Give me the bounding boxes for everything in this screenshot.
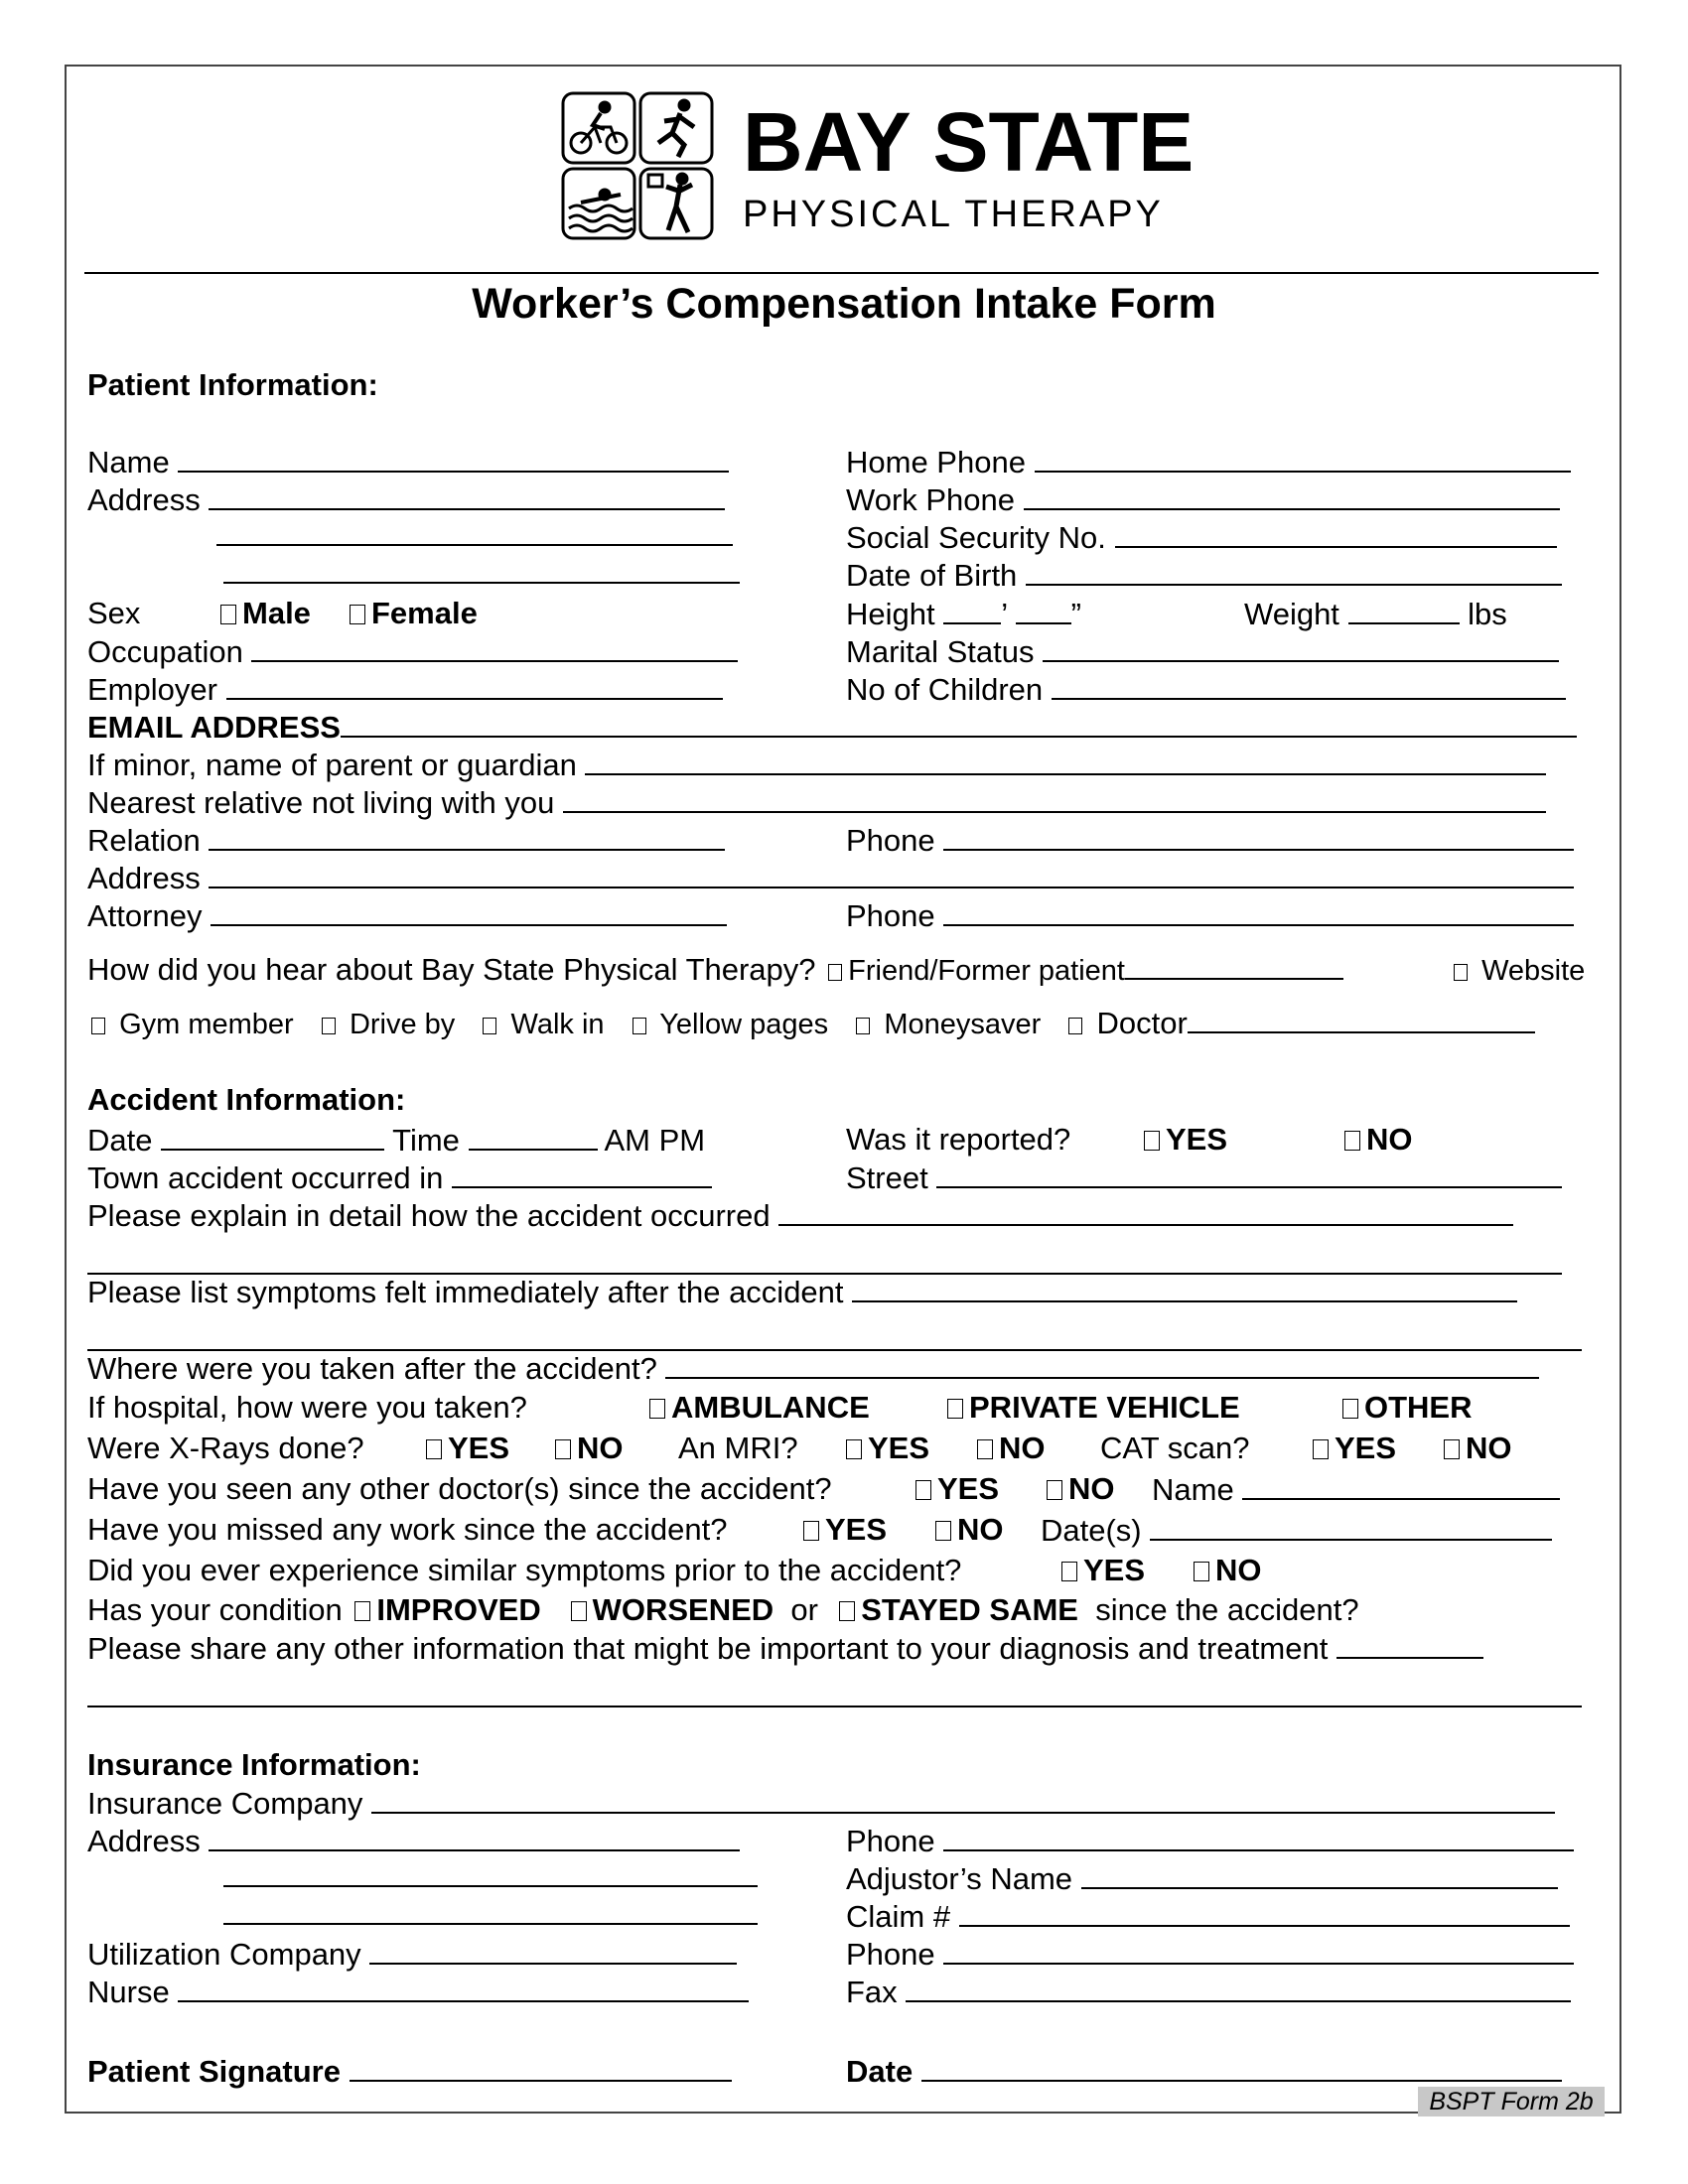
worsened-checkbox[interactable] bbox=[567, 1592, 774, 1627]
stayed-same-label: STAYED SAME bbox=[861, 1592, 1078, 1627]
other-doctor-yes-checkbox[interactable] bbox=[912, 1471, 999, 1507]
walk-label: Walk in bbox=[510, 1009, 605, 1040]
guardian-label: If minor, name of parent or guardian bbox=[87, 748, 577, 782]
street-label: Street bbox=[846, 1160, 928, 1195]
relative-address-label: Address bbox=[87, 861, 201, 895]
other-label: OTHER bbox=[1364, 1390, 1473, 1425]
referral-drive-option[interactable] bbox=[318, 1009, 455, 1040]
address-line-2[interactable] bbox=[216, 544, 733, 546]
website-checkbox-icon bbox=[1454, 964, 1468, 981]
weight-label: Weight bbox=[1244, 597, 1339, 631]
insurance-phone-label: Phone bbox=[846, 1824, 935, 1858]
reported-yes-label: YES bbox=[1166, 1122, 1228, 1157]
claim-field[interactable] bbox=[846, 1898, 1570, 1935]
symptoms-label: Please list symptoms felt immediately after the accident bbox=[87, 1275, 844, 1309]
referral-question-label: How did you hear about Bay State Physical Therapy? bbox=[87, 952, 816, 987]
gym-checkbox-icon bbox=[91, 1018, 105, 1034]
attorney-label: Attorney bbox=[87, 898, 203, 933]
referral-gym-option[interactable] bbox=[87, 1009, 294, 1040]
accident-time-label: Time bbox=[392, 1123, 460, 1158]
adjustor-field[interactable] bbox=[846, 1860, 1558, 1897]
condition-row bbox=[87, 1592, 1359, 1628]
referral-moneysaver-option[interactable] bbox=[852, 1009, 1041, 1040]
marital-status-field[interactable] bbox=[846, 633, 1559, 670]
missed-work-no-icon bbox=[935, 1521, 951, 1541]
form-code-tag: BSPT Form 2b bbox=[1418, 2087, 1605, 2116]
address-line-3[interactable] bbox=[223, 582, 740, 584]
height-field[interactable] bbox=[846, 596, 1081, 632]
missed-work-no-label: NO bbox=[957, 1512, 1004, 1547]
reported-question: Was it reported? bbox=[846, 1122, 1071, 1157]
employer-label: Employer bbox=[87, 672, 217, 707]
since-label: since the accident? bbox=[1095, 1592, 1359, 1627]
xrays-no-checkbox[interactable] bbox=[551, 1431, 624, 1466]
additional-info-field[interactable] bbox=[87, 1630, 1483, 1667]
relative-phone-label: Phone bbox=[846, 823, 935, 858]
private-vehicle-label: PRIVATE VEHICLE bbox=[969, 1390, 1240, 1425]
name-label: Name bbox=[87, 445, 170, 479]
children-field[interactable] bbox=[846, 671, 1566, 708]
explain-field[interactable] bbox=[87, 1197, 1513, 1234]
reported-no-checkbox[interactable] bbox=[1340, 1122, 1413, 1158]
website-label: Website bbox=[1481, 955, 1586, 987]
insurance-address-line-3[interactable] bbox=[223, 1923, 758, 1925]
work-phone-field[interactable] bbox=[846, 481, 1560, 518]
home-phone-label: Home Phone bbox=[846, 445, 1026, 479]
referral-friend-option[interactable] bbox=[824, 955, 1343, 987]
stayed-same-checkbox-icon bbox=[839, 1601, 855, 1621]
insurance-phone-field[interactable] bbox=[846, 1823, 1574, 1859]
referral-yellow-option[interactable] bbox=[629, 1009, 828, 1040]
walk-checkbox-icon bbox=[483, 1018, 496, 1034]
home-phone-field[interactable] bbox=[846, 444, 1571, 480]
similar-yes-label: YES bbox=[1083, 1553, 1146, 1587]
nurse-field[interactable] bbox=[87, 1974, 749, 2010]
weight-unit: lbs bbox=[1468, 597, 1507, 631]
signature-date-label: Date bbox=[846, 2054, 914, 2089]
yellow-label: Yellow pages bbox=[659, 1009, 829, 1040]
section-heading-insurance: Insurance Information: bbox=[87, 1747, 421, 1782]
ambulance-checkbox[interactable] bbox=[645, 1390, 870, 1426]
utilization-company-label: Utilization Company bbox=[87, 1937, 361, 1972]
other-doctor-yes-label: YES bbox=[937, 1471, 1000, 1506]
email-field[interactable] bbox=[87, 709, 1577, 746]
nurse-label: Nurse bbox=[87, 1975, 170, 2009]
mri-question: An MRI? bbox=[678, 1431, 798, 1465]
adjustor-label: Adjustor’s Name bbox=[846, 1861, 1073, 1896]
doctor-name-field[interactable] bbox=[1152, 1471, 1560, 1508]
other-doctor-no-label: NO bbox=[1068, 1471, 1115, 1506]
cat-no-icon bbox=[1444, 1439, 1460, 1459]
friend-checkbox-icon bbox=[828, 964, 842, 981]
logo-sport-icons bbox=[561, 91, 716, 240]
cat-no-checkbox[interactable] bbox=[1440, 1431, 1512, 1466]
sex-label: Sex bbox=[87, 596, 141, 630]
improved-checkbox[interactable] bbox=[351, 1592, 540, 1627]
section-heading-patient: Patient Information: bbox=[87, 367, 378, 402]
cat-yes-checkbox[interactable] bbox=[1309, 1431, 1396, 1466]
brand-name: BAY STATE bbox=[743, 95, 1195, 189]
moneysaver-label: Moneysaver bbox=[884, 1009, 1042, 1040]
attorney-phone-label: Phone bbox=[846, 898, 935, 933]
patient-signature-label: Patient Signature bbox=[87, 2054, 341, 2089]
am-pm-label: AM PM bbox=[604, 1123, 706, 1158]
similar-yes-checkbox[interactable] bbox=[1057, 1553, 1145, 1588]
taken-label: Where were you taken after the accident? bbox=[87, 1351, 657, 1386]
height-label: Height bbox=[846, 597, 935, 631]
utilization-phone-field[interactable] bbox=[846, 1936, 1574, 1973]
missed-work-yes-label: YES bbox=[825, 1512, 888, 1547]
work-phone-label: Work Phone bbox=[846, 482, 1016, 517]
address-label: Address bbox=[87, 482, 201, 517]
referral-website-option[interactable] bbox=[1450, 953, 1585, 989]
reported-no-icon bbox=[1344, 1131, 1360, 1151]
similar-no-icon bbox=[1194, 1562, 1209, 1581]
drive-label: Drive by bbox=[349, 1009, 456, 1040]
relation-label: Relation bbox=[87, 823, 201, 858]
town-field[interactable] bbox=[87, 1160, 712, 1196]
xrays-yes-label: YES bbox=[448, 1431, 510, 1465]
insurance-address-label: Address bbox=[87, 1824, 201, 1858]
explain-label: Please explain in detail how the accident occurred bbox=[87, 1198, 771, 1233]
referral-question bbox=[87, 951, 1343, 989]
missed-work-yes-icon bbox=[803, 1521, 819, 1541]
mri-yes-checkbox[interactable] bbox=[842, 1431, 929, 1466]
xrays-no-label: NO bbox=[577, 1431, 624, 1465]
signature-date-field[interactable] bbox=[846, 2053, 1562, 2090]
other-doctor-no-checkbox[interactable] bbox=[1043, 1471, 1115, 1507]
accident-date-time-field[interactable] bbox=[87, 1122, 705, 1159]
doctor-checkbox-icon bbox=[1068, 1018, 1082, 1034]
similar-yes-icon bbox=[1061, 1562, 1077, 1581]
children-label: No of Children bbox=[846, 672, 1044, 707]
reported-yes-checkbox[interactable] bbox=[1140, 1122, 1227, 1158]
occupation-field[interactable] bbox=[87, 633, 738, 670]
other-doctor-question: Have you seen any other doctor(s) since the accident? bbox=[87, 1471, 832, 1506]
friend-label: Friend/Former patient bbox=[848, 955, 1125, 987]
similar-no-label: NO bbox=[1215, 1553, 1262, 1587]
mri-yes-label: YES bbox=[868, 1431, 930, 1465]
ssn-field[interactable] bbox=[846, 519, 1557, 556]
ssn-label: Social Security No. bbox=[846, 520, 1106, 555]
mri-yes-icon bbox=[846, 1439, 862, 1459]
name-field[interactable] bbox=[87, 444, 729, 480]
address-field[interactable] bbox=[87, 481, 725, 518]
accident-date-label: Date bbox=[87, 1123, 153, 1158]
nearest-relative-label: Nearest relative not living with you bbox=[87, 785, 555, 820]
female-label: Female bbox=[371, 596, 478, 630]
missed-dates-label: Date(s) bbox=[1041, 1513, 1142, 1548]
additional-info-line-2[interactable] bbox=[87, 1706, 1582, 1707]
mri-no-checkbox[interactable] bbox=[973, 1431, 1046, 1466]
male-label: Male bbox=[242, 596, 311, 630]
similar-no-checkbox[interactable] bbox=[1190, 1553, 1262, 1588]
email-label: EMAIL ADDRESS bbox=[87, 710, 341, 745]
attorney-phone-field[interactable] bbox=[846, 897, 1574, 934]
attorney-field[interactable] bbox=[87, 897, 727, 934]
xrays-no-icon bbox=[555, 1439, 571, 1459]
insurance-address-line-2[interactable] bbox=[223, 1885, 758, 1887]
header-divider bbox=[84, 272, 1599, 274]
hospital-question: If hospital, how were you taken? bbox=[87, 1390, 527, 1425]
female-checkbox-icon bbox=[350, 605, 365, 624]
fax-field[interactable] bbox=[846, 1974, 1571, 2010]
xrays-question: Were X-Rays done? bbox=[87, 1431, 364, 1465]
referral-doctor-option[interactable] bbox=[1064, 1006, 1534, 1040]
stayed-same-checkbox[interactable] bbox=[835, 1592, 1078, 1627]
mri-no-icon bbox=[977, 1439, 993, 1459]
similar-symptoms-question: Did you ever experience similar symptoms prior to the accident? bbox=[87, 1553, 962, 1587]
taken-field[interactable] bbox=[87, 1350, 1539, 1387]
improved-checkbox-icon bbox=[354, 1601, 370, 1621]
symptoms-field[interactable] bbox=[87, 1274, 1517, 1310]
inch-mark: ” bbox=[1070, 597, 1081, 631]
mri-no-label: NO bbox=[999, 1431, 1046, 1465]
utilization-phone-label: Phone bbox=[846, 1937, 935, 1972]
other-doctor-yes-icon bbox=[915, 1480, 931, 1500]
employer-field[interactable] bbox=[87, 671, 723, 708]
gym-label: Gym member bbox=[119, 1009, 294, 1040]
claim-label: Claim # bbox=[846, 1899, 951, 1934]
drive-checkbox-icon bbox=[322, 1018, 336, 1034]
relative-address-field[interactable] bbox=[87, 860, 1574, 896]
marital-status-label: Marital Status bbox=[846, 634, 1035, 669]
street-field[interactable] bbox=[846, 1160, 1562, 1196]
other-checkbox[interactable] bbox=[1338, 1390, 1473, 1426]
doctor-name-label: Name bbox=[1152, 1472, 1234, 1507]
weight-field[interactable] bbox=[1244, 596, 1507, 632]
reported-no-label: NO bbox=[1366, 1122, 1413, 1157]
or-label: or bbox=[790, 1592, 818, 1627]
reported-yes-icon bbox=[1144, 1131, 1160, 1151]
missed-work-yes-checkbox[interactable] bbox=[799, 1512, 887, 1548]
feet-mark: ’ bbox=[1001, 597, 1007, 631]
ambulance-label: AMBULANCE bbox=[671, 1390, 870, 1425]
sex-male-checkbox[interactable] bbox=[216, 596, 311, 631]
dob-field[interactable] bbox=[846, 557, 1562, 594]
moneysaver-checkbox-icon bbox=[856, 1018, 870, 1034]
town-label: Town accident occurred in bbox=[87, 1160, 444, 1195]
referral-walk-option[interactable] bbox=[479, 1009, 604, 1040]
occupation-label: Occupation bbox=[87, 634, 243, 669]
doctor-label: Doctor bbox=[1096, 1006, 1188, 1040]
guardian-field[interactable] bbox=[87, 747, 1546, 783]
dob-label: Date of Birth bbox=[846, 558, 1018, 593]
form-title: Worker’s Compensation Intake Form bbox=[472, 280, 1216, 328]
missed-work-no-checkbox[interactable] bbox=[931, 1512, 1004, 1548]
fax-label: Fax bbox=[846, 1975, 898, 2009]
xrays-yes-checkbox[interactable] bbox=[422, 1431, 509, 1466]
xrays-yes-icon bbox=[426, 1439, 442, 1459]
male-checkbox-icon bbox=[220, 605, 236, 624]
insurance-company-field[interactable] bbox=[87, 1785, 1555, 1822]
section-heading-accident: Accident Information: bbox=[87, 1082, 406, 1117]
private-vehicle-checkbox[interactable] bbox=[943, 1390, 1240, 1426]
sex-female-checkbox[interactable] bbox=[346, 596, 478, 631]
referral-options-row bbox=[87, 1005, 1535, 1042]
worsened-checkbox-icon bbox=[571, 1601, 587, 1621]
condition-label: Has your condition bbox=[87, 1592, 343, 1627]
yellow-checkbox-icon bbox=[633, 1018, 646, 1034]
other-checkbox-icon bbox=[1342, 1399, 1358, 1419]
other-doctor-no-icon bbox=[1047, 1480, 1062, 1500]
relative-phone-field[interactable] bbox=[846, 822, 1574, 859]
brand-subtitle: PHYSICAL THERAPY bbox=[743, 194, 1164, 235]
insurance-company-label: Insurance Company bbox=[87, 1786, 363, 1821]
improved-label: IMPROVED bbox=[376, 1592, 541, 1627]
insurance-address-field[interactable] bbox=[87, 1823, 740, 1859]
utilization-company-field[interactable] bbox=[87, 1936, 737, 1973]
cat-no-label: NO bbox=[1466, 1431, 1512, 1465]
cat-yes-label: YES bbox=[1335, 1431, 1397, 1465]
patient-signature-field[interactable] bbox=[87, 2053, 732, 2090]
relation-field[interactable] bbox=[87, 822, 725, 859]
private-vehicle-checkbox-icon bbox=[947, 1399, 963, 1419]
additional-info-label: Please share any other information that might be important to your diagnosis and treatment bbox=[87, 1631, 1329, 1666]
cat-yes-icon bbox=[1313, 1439, 1329, 1459]
ambulance-checkbox-icon bbox=[649, 1399, 665, 1419]
missed-work-question: Have you missed any work since the accident? bbox=[87, 1512, 728, 1547]
worsened-label: WORSENED bbox=[592, 1592, 774, 1627]
missed-dates-field[interactable] bbox=[1041, 1512, 1552, 1549]
nearest-relative-field[interactable] bbox=[87, 784, 1546, 821]
cat-question: CAT scan? bbox=[1100, 1431, 1250, 1465]
